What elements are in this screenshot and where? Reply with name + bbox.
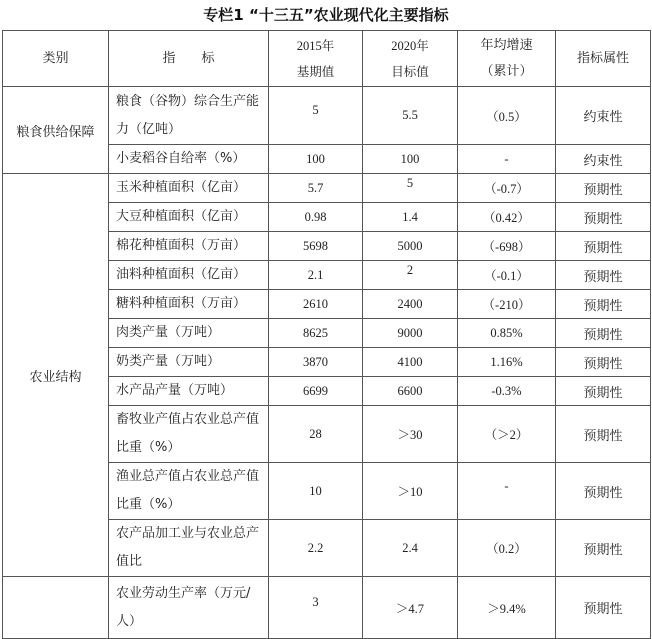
growth-cell: （-0.7） [458,174,556,203]
attribute-cell: 预期性 [556,203,651,232]
growth-cell: - [458,463,556,520]
table-row [3,577,651,639]
base-cell: 0.98 [269,203,363,232]
header-target: 2020年 目标值 [363,31,458,87]
indicator-cell: 农产品加工业与农业总产值比 [109,520,269,577]
growth-cell: ＞9.4% [458,577,556,639]
growth-cell: （-698） [458,232,556,261]
indicator-cell: 大豆种植面积（亿亩） [109,203,269,232]
base-cell: 6699 [269,377,363,406]
target-cell: ＞10 [363,463,458,520]
indicator-cell: 农业劳动生产率（万元/人） [109,577,269,639]
attribute-cell: 预期性 [556,377,651,406]
growth-cell: （0.5） [458,87,556,145]
base-cell: 8625 [269,319,363,348]
header-row [3,31,651,87]
header-indicator: 指 标 [109,31,269,87]
growth-cell: （-0.1） [458,261,556,290]
attribute-cell: 预期性 [556,261,651,290]
attribute-cell: 预期性 [556,520,651,577]
growth-cell: （＞2） [458,406,556,463]
target-cell: 100 [363,145,458,174]
attribute-cell: 预期性 [556,174,651,203]
table-row [3,87,651,145]
attribute-cell: 预期性 [556,406,651,463]
table-row [3,174,651,203]
indicator-cell: 玉米种植面积（亿亩） [109,174,269,203]
indicator-cell: 油料种植面积（亿亩） [109,261,269,290]
base-cell: 2.1 [269,261,363,290]
target-cell: 6600 [363,377,458,406]
attribute-cell: 预期性 [556,319,651,348]
target-cell: 4100 [363,348,458,377]
base-cell: 3 [269,577,363,639]
indicator-cell: 畜牧业产值占农业总产值比重（%） [109,406,269,463]
growth-cell: - [458,145,556,174]
indicator-cell: 渔业总产值占农业总产值比重（%） [109,463,269,520]
header-growth: 年均增速 （累计） [458,31,556,87]
base-cell: 5698 [269,232,363,261]
indicator-cell: 糖料种植面积（万亩） [109,290,269,319]
indicator-table [2,30,651,639]
indicator-cell: 奶类产量（万吨） [109,348,269,377]
growth-cell: 0.85% [458,319,556,348]
indicator-cell: 小麦稻谷自给率（%） [109,145,269,174]
base-cell: 3870 [269,348,363,377]
growth-cell: （0.42） [458,203,556,232]
growth-cell: -0.3% [458,377,556,406]
attribute-cell: 预期性 [556,348,651,377]
attribute-cell: 预期性 [556,577,651,639]
indicator-cell: 水产品产量（万吨） [109,377,269,406]
growth-cell: （0.2） [458,520,556,577]
target-cell: 2400 [363,290,458,319]
growth-cell: （-210） [458,290,556,319]
header-category: 类别 [3,31,109,87]
indicator-cell: 棉花种植面积（万亩） [109,232,269,261]
base-cell: 5 [269,87,363,145]
target-cell: 5000 [363,232,458,261]
attribute-cell: 约束性 [556,145,651,174]
header-base: 2015年 基期值 [269,31,363,87]
category-cell [3,577,109,639]
attribute-cell: 预期性 [556,463,651,520]
base-cell: 2610 [269,290,363,319]
target-cell: ＞30 [363,406,458,463]
base-cell: 5.7 [269,174,363,203]
target-cell: 5 [363,174,458,203]
target-cell: 2 [363,261,458,290]
target-cell: ＞4.7 [363,577,458,639]
base-cell: 10 [269,463,363,520]
indicator-cell: 粮食（谷物）综合生产能力（亿吨） [109,87,269,145]
target-cell: 2.4 [363,520,458,577]
table-title: 专栏1 “十三五”农业现代化主要指标 [203,6,449,24]
attribute-cell: 约束性 [556,87,651,145]
base-cell: 2.2 [269,520,363,577]
category-cell: 粮食供给保障 [3,87,109,174]
attribute-cell: 预期性 [556,232,651,261]
target-cell: 9000 [363,319,458,348]
growth-cell: 1.16% [458,348,556,377]
base-cell: 100 [269,145,363,174]
target-cell: 1.4 [363,203,458,232]
base-cell: 28 [269,406,363,463]
category-cell: 农业结构 [3,174,109,577]
target-cell: 5.5 [363,87,458,145]
header-attribute: 指标属性 [556,31,651,87]
attribute-cell: 预期性 [556,290,651,319]
indicator-cell: 肉类产量（万吨） [109,319,269,348]
